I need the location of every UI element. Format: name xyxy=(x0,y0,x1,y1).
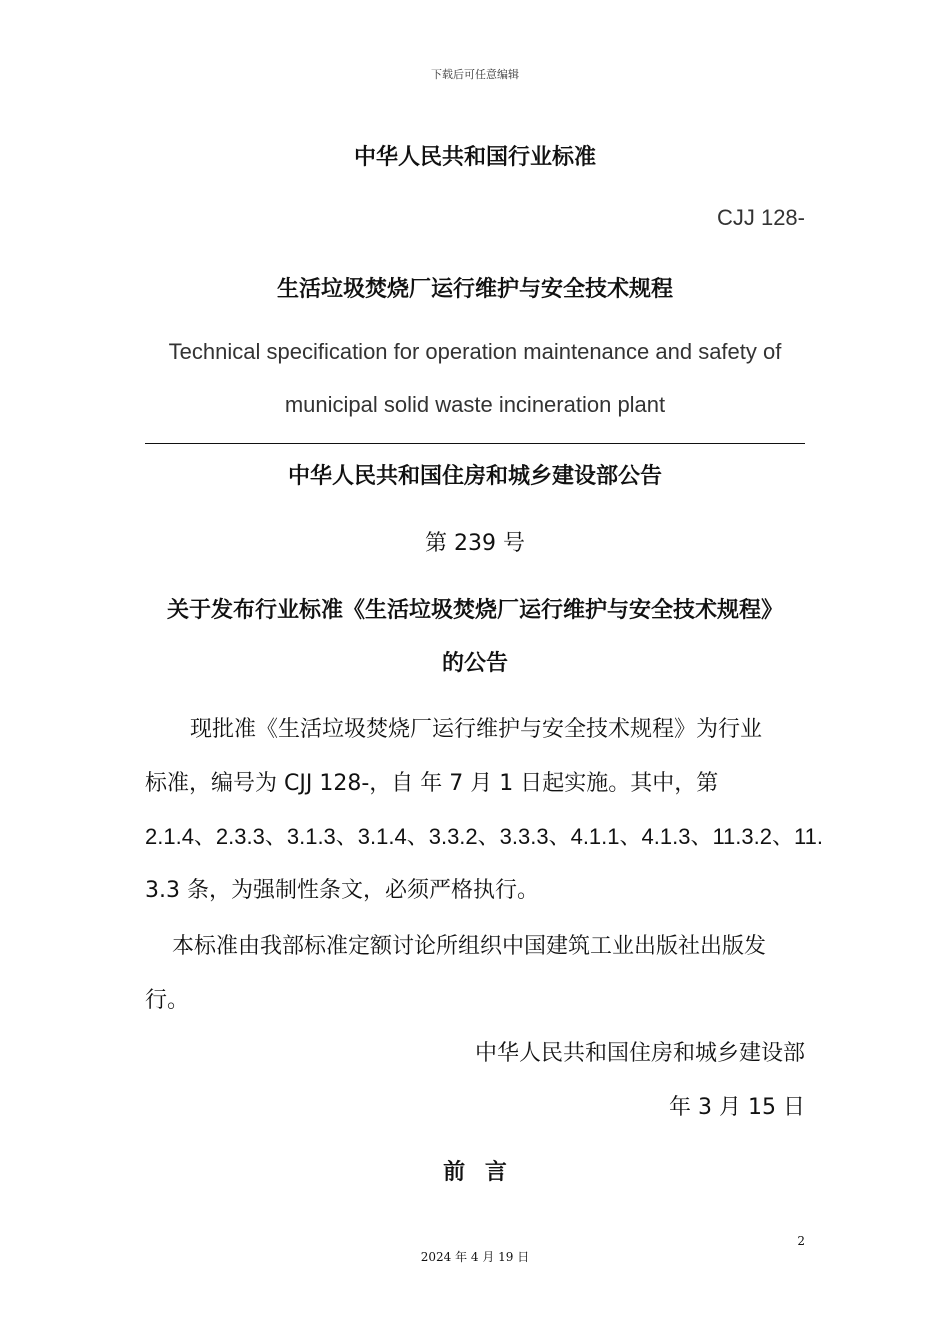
signature-organization: 中华人民共和国住房和城乡建设部 xyxy=(474,1041,805,1066)
signature-date: 年 3 月 15 日 xyxy=(669,1095,805,1120)
footer-date: 2024 年 4 月 19 日 xyxy=(420,1250,530,1264)
horizontal-rule xyxy=(145,443,805,444)
notice-title-line1: 关于发布行业标准《生活垃圾焚烧厂运行维护与安全技术规程》 xyxy=(166,598,783,623)
bulletin-title: 中华人民共和国住房和城乡建设部公告 xyxy=(287,464,662,489)
notice-title-line2: 的公告 xyxy=(441,651,508,676)
page-number: 2 xyxy=(797,1234,805,1248)
paragraph1-line1: 现批准《生活垃圾焚烧厂运行维护与安全技术规程》为行业 xyxy=(190,717,763,742)
paragraph1-line2: 标准，编号为 CJJ 128-，自 年 7 月 1 日起实施。其中，第 xyxy=(145,771,719,796)
preface-title: 前言 xyxy=(443,1160,527,1185)
standard-title-en-line2: municipal solid waste incineration plant xyxy=(284,392,666,417)
standard-title-cn: 生活垃圾焚烧厂运行维护与安全技术规程 xyxy=(276,277,673,302)
paragraph1-line3: 2.1.4、2.3.3、3.1.3、3.1.4、3.3.2、3.3.3、4.1.1、4.1.3、11.3.2、11. xyxy=(145,824,823,849)
header-note: 下载后可任意编辑 xyxy=(431,68,519,81)
standard-category-title: 中华人民共和国行业标准 xyxy=(353,145,596,170)
bulletin-number: 第 239 号 xyxy=(425,531,525,556)
paragraph2-line1: 本标准由我部标准定额讨论所组织中国建筑工业出版社出版发 xyxy=(172,934,767,959)
standard-title-en-line1: Technical specification for operation maintenance and safety of xyxy=(168,339,782,364)
paragraph1-line4: 3.3 条，为强制性条文，必须严格执行。 xyxy=(145,878,539,903)
standard-code: CJJ 128- xyxy=(716,205,805,230)
paragraph2-line2: 行。 xyxy=(145,988,190,1013)
